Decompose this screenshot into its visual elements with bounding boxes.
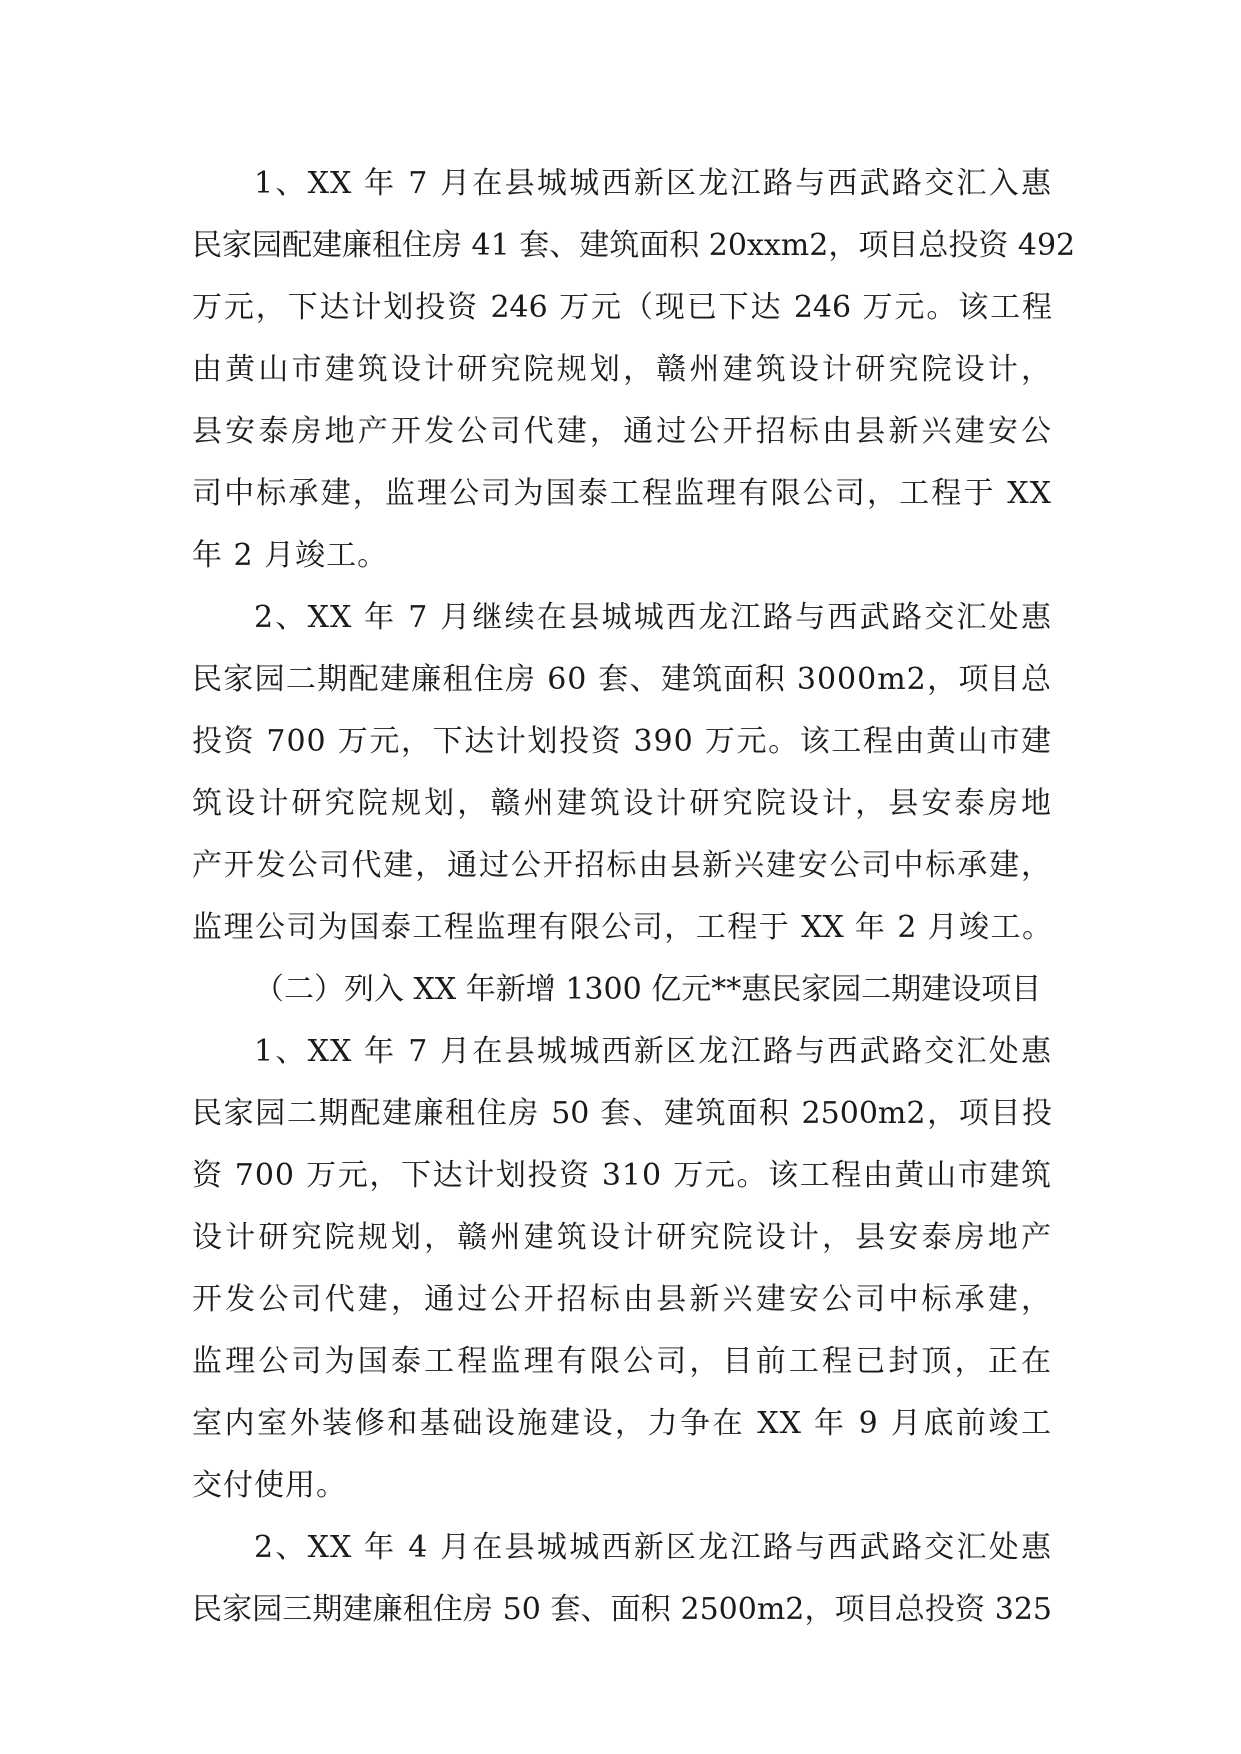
paragraph-3-line-5: 开发公司代建，通过公开招标由县新兴建安公司中标承建， (192, 1282, 1052, 1317)
paragraph-3-line-3: 资 700 万元，下达计划投资 310 万元。该工程由黄山市建筑 (192, 1158, 1052, 1193)
paragraph-3-line-1: 1、XX 年 7 月在县城城西新区龙江路与西武路交汇处惠 (254, 1034, 1052, 1069)
paragraph-3-line-2: 民家园二期配建廉租住房 50 套、建筑面积 2500m2，项目投 (192, 1096, 1052, 1131)
paragraph-2-line-5: 产开发公司代建，通过公开招标由县新兴建安公司中标承建， (192, 848, 1052, 883)
paragraph-3-line-4: 设计研究院规划，赣州建筑设计研究院设计，县安泰房地产 (192, 1220, 1052, 1255)
paragraph-2-line-4: 筑设计研究院规划，赣州建筑设计研究院设计，县安泰房地 (192, 786, 1052, 821)
paragraph-1-line-6: 司中标承建，监理公司为国泰工程监理有限公司，工程于 XX (192, 476, 1052, 511)
paragraph-1-line-5: 县安泰房地产开发公司代建，通过公开招标由县新兴建安公 (192, 414, 1052, 449)
paragraph-2-line-1: 2、XX 年 7 月继续在县城城西龙江路与西武路交汇处惠 (254, 600, 1052, 635)
document-body (192, 153, 1076, 1641)
paragraph-4-line-1: 2、XX 年 4 月在县城城西新区龙江路与西武路交汇处惠 (254, 1530, 1052, 1565)
paragraph-1-line-3: 万元，下达计划投资 246 万元（现已下达 246 万元。该工程 (192, 290, 1052, 325)
paragraph-1-line-4: 由黄山市建筑设计研究院规划，赣州建筑设计研究院设计， (192, 352, 1052, 387)
paragraph-1-line-7: 年 2 月竣工。 (192, 538, 389, 573)
paragraph-2-line-3: 投资 700 万元，下达计划投资 390 万元。该工程由黄山市建 (192, 724, 1052, 759)
paragraph-3-line-6: 监理公司为国泰工程监理有限公司，目前工程已封顶，正在 (192, 1344, 1052, 1379)
paragraph-2-line-2: 民家园二期配建廉租住房 60 套、建筑面积 3000m2，项目总 (192, 662, 1052, 697)
paragraph-1-line-2: 民家园配建廉租住房 41 套、建筑面积 20xxm2，项目总投资 492 (192, 228, 1076, 263)
paragraph-4-line-2: 民家园三期建廉租住房 50 套、面积 2500m2，项目总投资 325 (192, 1592, 1052, 1627)
section-heading: （二）列入 XX 年新增 1300 亿元**惠民家园二期建设项目 (254, 972, 1042, 1007)
paragraph-1-line-1: 1、XX 年 7 月在县城城西新区龙江路与西武路交汇入惠 (254, 166, 1052, 201)
paragraph-3-line-7: 室内室外装修和基础设施建设，力争在 XX 年 9 月底前竣工 (192, 1406, 1052, 1441)
paragraph-2-line-6: 监理公司为国泰工程监理有限公司，工程于 XX 年 2 月竣工。 (192, 910, 1052, 945)
paragraph-3-line-8: 交付使用。 (192, 1468, 347, 1503)
